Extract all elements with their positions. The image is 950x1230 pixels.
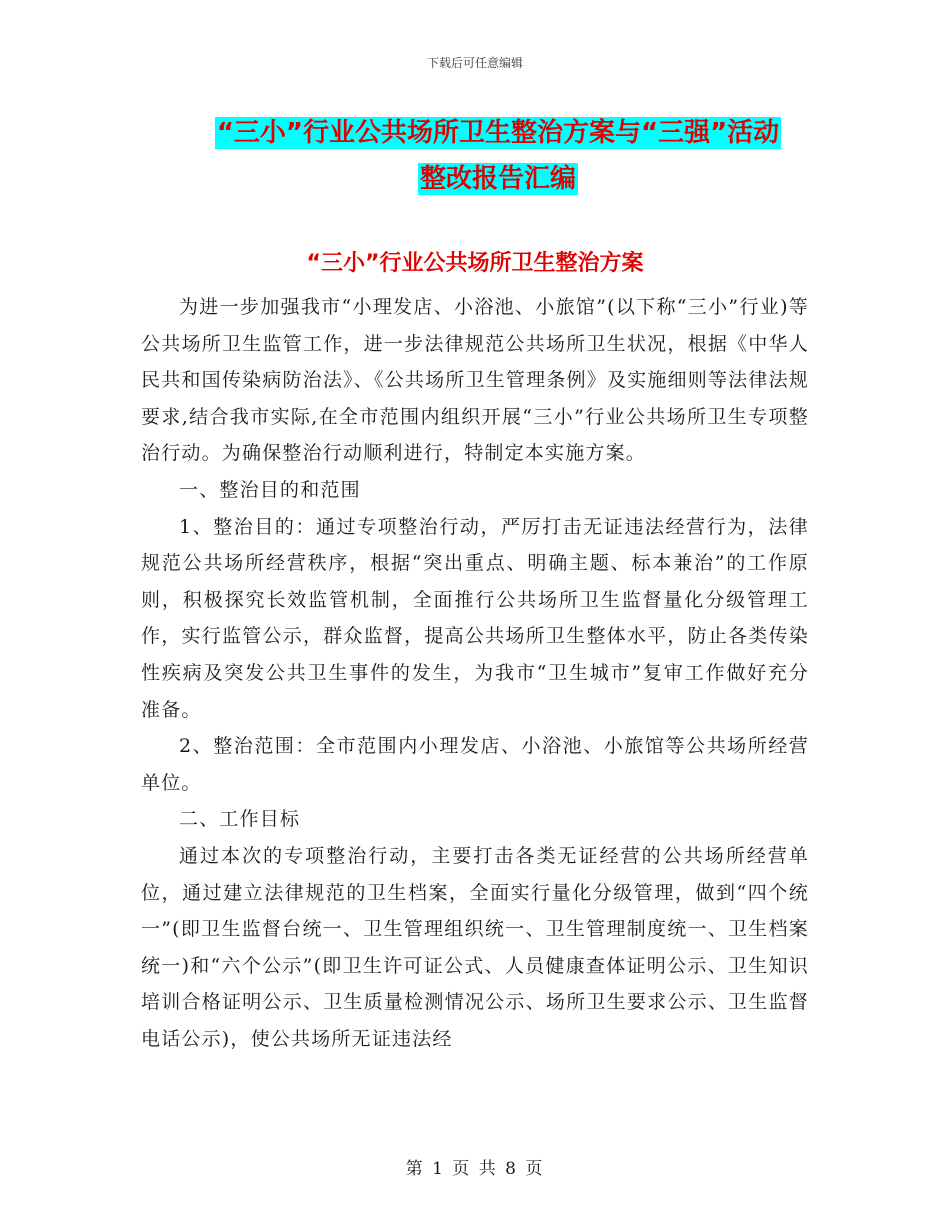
header-note: 下载后可任意编辑 xyxy=(426,56,523,70)
paragraph-purpose: 1、整治目的：通过专项整治行动，严厉打击无证违法经营行为，法律规范公共场所经营秩序，根据“突出重点、明确主题、标本兼治”的工作原则，积极探究长效监管机制，全面推行公共场所卫生监督量化分级管理工作，实行监管公示，群众监督，提高公共场所卫生整体水平，防止各类传染性疾病及突发公共卫生事件的发生，为我市“卫生城市”复审工作做好充分准备。 xyxy=(141,515,809,721)
main-title-line-2: 整改报告汇编 xyxy=(419,164,576,194)
paragraph-range: 2、整治范围：全市范围内小理发店、小浴池、小旅馆等公共场所经营单位。 xyxy=(141,735,809,794)
body-text xyxy=(141,289,809,1057)
paragraph-goals: 通过本次的专项整治行动，主要打击各类无证经营的公共场所经营单位，通过建立法律规范的卫生档案，全面实行量化分级管理，做到“四个统一”(即卫生监督台统一、卫生管理组织统一、卫生管理制度统一、卫生档案统一)和“六个公示”(即卫生许可证公式、人员健康查体证明公示、卫生知识培训合格证明公示、卫生质量检测情况公示、场所卫生要求公示、卫生监督电话公示)，使公共场所无证违法经 xyxy=(141,844,809,1050)
paragraph-intro: 为进一步加强我市“小理发店、小浴池、小旅馆”(以下称“三小”行业)等公共场所卫生监管工作，进一步法律规范公共场所卫生状况，根据《中华人民共和国传染病防治法》、《公共场所卫生管理条例》及实施细则等法律法规要求,结合我市实际,在全市范围内组织开展“三小”行业公共场所卫生专项整治行动。为确保整治行动顺利进行，特制定本实施方案。 xyxy=(141,296,809,465)
section-title: “三小”行业公共场所卫生整治方案 xyxy=(306,251,644,276)
heading-scope: 一、整治目的和范围 xyxy=(179,478,361,501)
heading-goals: 二、工作目标 xyxy=(179,808,301,831)
main-title xyxy=(192,110,804,202)
main-title-line-1: “三小”行业公共场所卫生整治方案与“三强”活动 xyxy=(216,118,780,148)
page-footer: 第 1 页 共 8 页 xyxy=(405,1159,545,1179)
